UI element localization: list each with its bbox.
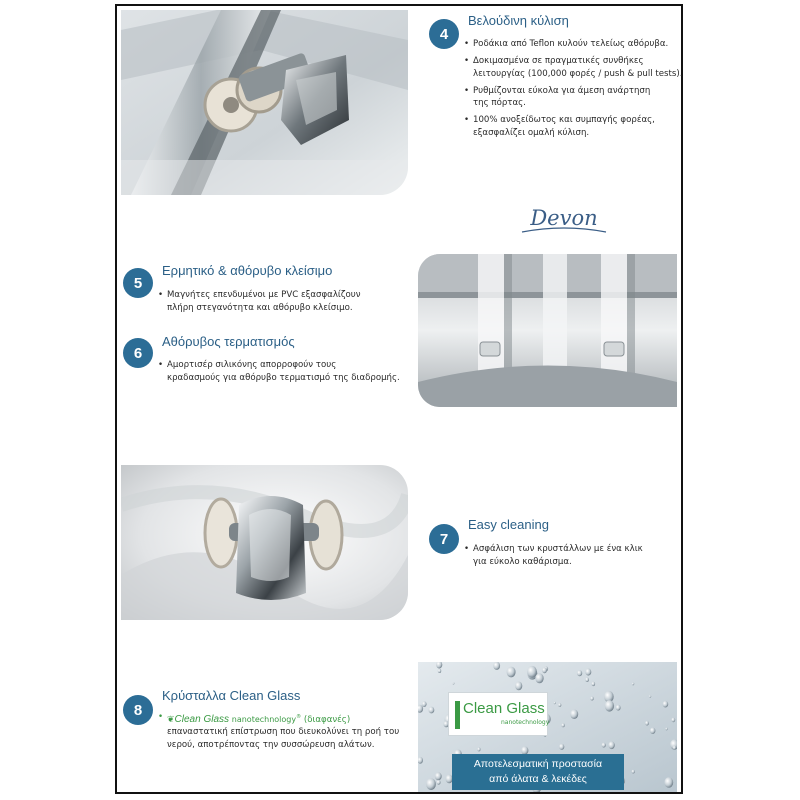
water-droplet — [632, 683, 634, 686]
clean-glass-leaf-icon: ❦ — [167, 714, 175, 725]
water-droplet — [605, 700, 614, 711]
feature-8-title: Κρύσταλλα Clean Glass — [162, 688, 301, 703]
feature-5-bullets — [157, 289, 361, 319]
list-item: • Αμορτισέρ σιλικόνης απορροφούν τους κραδασμούς για αθόρυβο τερματισμό της διαδρομής. — [157, 359, 400, 384]
water-droplet — [645, 721, 649, 726]
list-item: • Ασφάλιση των κρυστάλλων με ένα κλικ για εύκολο καθάρισμα. — [463, 543, 643, 568]
feature-4-badge: 4 — [429, 19, 459, 49]
list-item: • Ροδάκια από Teflon κυλούν τελείως αθόρυβα. — [463, 38, 682, 51]
water-droplet — [477, 747, 480, 751]
water-droplet — [649, 695, 651, 698]
water-droplet — [608, 741, 614, 749]
water-droplet — [671, 718, 675, 723]
water-droplet — [535, 673, 543, 683]
water-droplet — [577, 670, 582, 676]
water-droplet — [426, 778, 436, 790]
water-droplet — [663, 701, 669, 708]
water-droplet — [452, 682, 454, 684]
water-droplet — [590, 697, 593, 701]
water-droplet — [585, 677, 589, 682]
water-droplet — [559, 744, 564, 750]
water-droplet — [422, 701, 427, 707]
clean-glass-logo-box — [448, 692, 548, 736]
water-droplet — [507, 667, 516, 678]
feature-5-title: Ερμητικό & αθόρυβο κλείσιμο — [162, 263, 333, 278]
caption-line: από άλατα & λεκέδες — [489, 773, 587, 785]
roller-wheel-photo — [121, 465, 408, 620]
list-item: επαναστατική επίστρωση που διευκολύνει τη ροή του — [167, 727, 400, 738]
feature-7-bullets — [463, 543, 643, 573]
clean-glass-suffix: nanotechnology — [231, 714, 297, 724]
clean-glass-caption — [452, 754, 624, 790]
water-droplet — [585, 668, 591, 675]
water-droplet — [570, 709, 578, 719]
feature-7-title: Easy cleaning — [468, 517, 549, 532]
feature-8-bullets: • ❦Clean Glass nanotechnology® (διαφανές) επαναστατική επίστρωση που διευκολύνει τη ροή του νερού, αποτρέποντας την συσσώρευση αλάτων. — [158, 712, 400, 750]
feature-8-badge: 8 — [123, 695, 153, 725]
list-item: • Ρυθμίζονται εύκολα για άμεση ανάρτηση της πόρτας. — [463, 85, 682, 110]
water-droplet — [438, 669, 441, 673]
roller-photo — [121, 10, 408, 195]
feature-7-badge: 7 — [429, 524, 459, 554]
feature-4-title: Βελούδινη κύλιση — [468, 13, 569, 28]
water-droplet — [592, 682, 596, 686]
list-item: • Μαγνήτες επενδυμένοι με PVC εξασφαλίζουν πλήρη στεγανότητα και αθόρυβο κλείσιμο. — [157, 289, 361, 314]
water-droplet — [673, 746, 676, 750]
water-droplet — [542, 667, 547, 673]
water-droplet — [602, 743, 606, 748]
feature-4-bullets — [463, 38, 682, 144]
devon-logo: Devon — [518, 206, 610, 236]
list-item: νερού, αποτρέποντας την συσσώρευση αλάτων. — [167, 739, 375, 750]
feature-6-badge: 6 — [123, 338, 153, 368]
water-droplets-photo — [418, 662, 677, 792]
clean-glass-logo-sub: nanotechnology — [501, 719, 550, 726]
caption-line: Αποτελεσματική προστασία — [473, 758, 603, 770]
water-droplet — [665, 728, 667, 731]
water-droplet — [429, 707, 435, 714]
clean-glass-brand: Clean Glass — [174, 713, 230, 725]
water-droplet — [493, 662, 500, 670]
feature-6-bullets — [157, 359, 400, 389]
water-droplet — [435, 772, 442, 780]
water-droplet — [650, 728, 655, 734]
list-item: • Δοκιμασμένα σε πραγματικές συνθήκες λειτουργίας (100,000 φορές / push & pull tests). — [463, 55, 682, 80]
feature-5-badge: 5 — [123, 268, 153, 298]
magnetic-seal-photo — [418, 254, 677, 407]
clean-glass-bar — [455, 701, 460, 729]
clean-glass-logo: Clean Glass — [463, 700, 545, 717]
water-droplet — [558, 703, 561, 707]
water-droplet — [437, 780, 441, 785]
water-droplet — [632, 770, 635, 774]
water-droplet — [561, 723, 564, 727]
clean-glass-note: (διαφανές) — [303, 714, 351, 725]
water-droplet — [527, 666, 537, 678]
water-droplet — [664, 777, 673, 788]
water-droplet — [554, 702, 556, 705]
water-droplet — [515, 682, 522, 691]
water-droplet — [616, 705, 621, 711]
feature-6-title: Αθόρυβος τερματισμός — [162, 334, 295, 349]
list-item: • 100% ανοξείδωτος και συμπαγής φορέας, εξασφαλίζει ομαλή κύλιση. — [463, 114, 682, 139]
